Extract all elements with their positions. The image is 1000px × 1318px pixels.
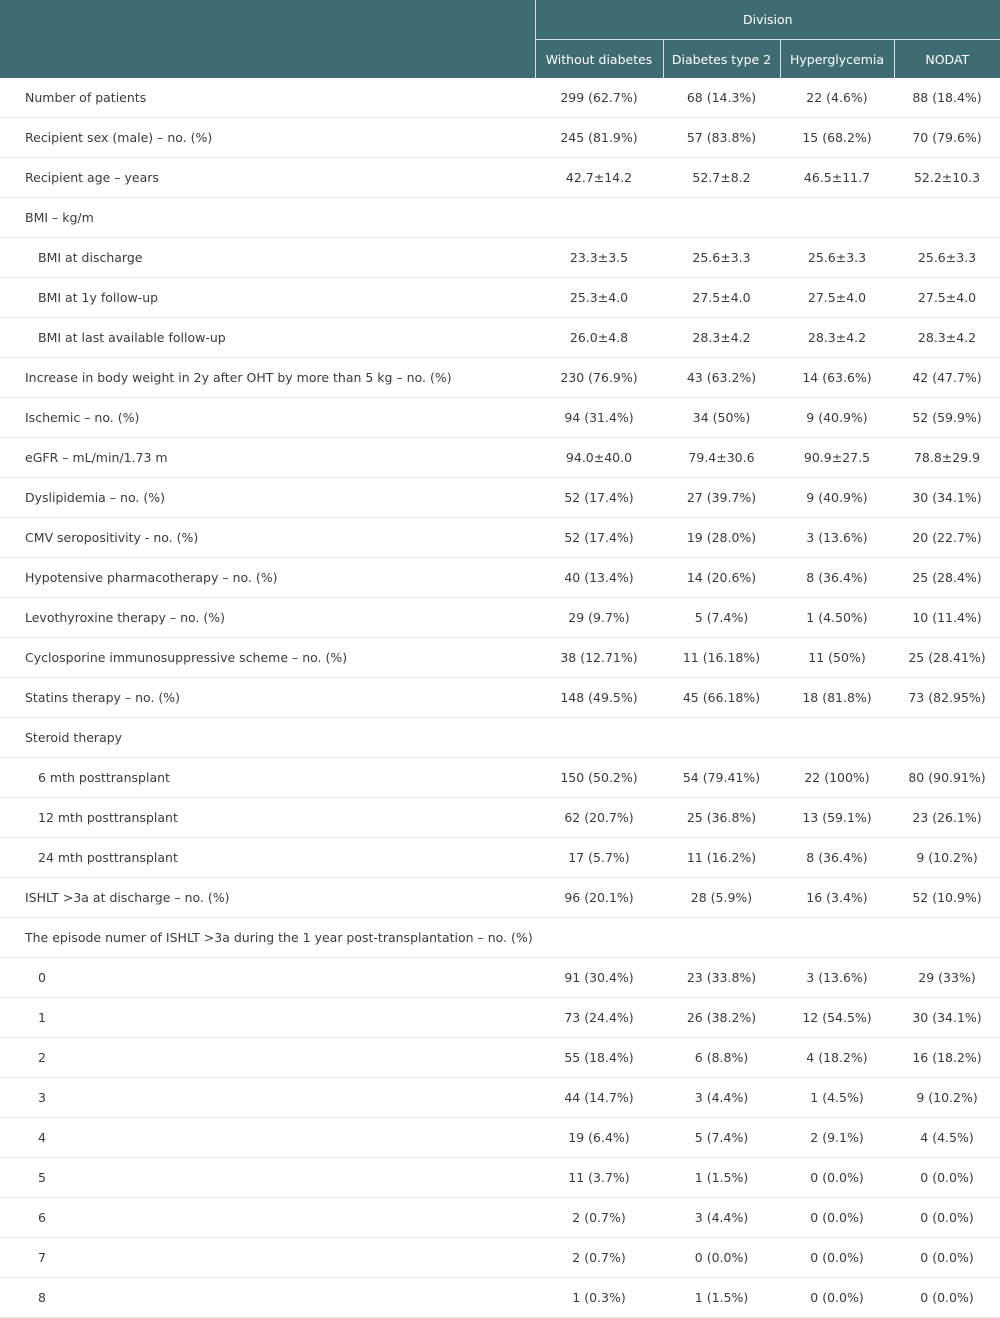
cell-value: 52.2±10.3: [894, 158, 1000, 198]
cell-value: 28 (5.9%): [663, 878, 780, 918]
cell-value: 0 (0.0%): [894, 1278, 1000, 1318]
table-row: [0, 318, 1000, 358]
cell-value: 27.5±4.0: [663, 278, 780, 318]
table-row: [0, 238, 1000, 278]
cell-value: 40 (13.4%): [535, 558, 663, 598]
row-label: Hypotensive pharmacotherapy – no. (%): [0, 558, 535, 598]
row-label: Increase in body weight in 2y after OHT by more than 5 kg – no. (%): [0, 358, 535, 398]
cell-value: 16 (18.2%): [894, 1038, 1000, 1078]
cell-value: [780, 918, 894, 958]
table-row: [0, 598, 1000, 638]
row-label: BMI at last available follow-up: [0, 318, 535, 358]
row-label: Recipient age – years: [0, 158, 535, 198]
cell-value: 42.7±14.2: [535, 158, 663, 198]
cell-value: 30 (34.1%): [894, 478, 1000, 518]
cell-value: 1 (4.5%): [780, 1078, 894, 1118]
table-row: [0, 798, 1000, 838]
table-row: [0, 438, 1000, 478]
cell-value: 5 (7.4%): [663, 598, 780, 638]
cell-value: 25.3±4.0: [535, 278, 663, 318]
table-row: [0, 638, 1000, 678]
cell-value: 29 (33%): [894, 958, 1000, 998]
cell-value: 62 (20.7%): [535, 798, 663, 838]
cell-value: 11 (50%): [780, 638, 894, 678]
cell-value: 68 (14.3%): [663, 78, 780, 118]
table-row: [0, 278, 1000, 318]
cell-value: 25.6±3.3: [780, 238, 894, 278]
cell-value: 4 (4.5%): [894, 1118, 1000, 1158]
table-row: [0, 198, 1000, 238]
row-label: 5: [0, 1158, 535, 1198]
cell-value: 52 (10.9%): [894, 878, 1000, 918]
cell-value: 70 (79.6%): [894, 118, 1000, 158]
table-row: [0, 958, 1000, 998]
cell-value: 73 (24.4%): [535, 998, 663, 1038]
cell-value: 0 (0.0%): [780, 1158, 894, 1198]
cell-value: 1 (4.50%): [780, 598, 894, 638]
cell-value: 46.5±11.7: [780, 158, 894, 198]
table-header: [0, 0, 1000, 78]
column-header-diabetes-type-2: Diabetes type 2: [663, 40, 780, 79]
cell-value: 0 (0.0%): [780, 1198, 894, 1238]
cell-value: 11 (16.2%): [663, 838, 780, 878]
table-body: [0, 78, 1000, 1318]
column-header-nodat: NODAT: [894, 40, 1000, 79]
table-row: [0, 718, 1000, 758]
cell-value: 18 (81.8%): [780, 678, 894, 718]
row-label: ISHLT >3a at discharge – no. (%): [0, 878, 535, 918]
table-row: [0, 1038, 1000, 1078]
cell-value: 80 (90.91%): [894, 758, 1000, 798]
table-row: [0, 838, 1000, 878]
cell-value: 52 (17.4%): [535, 478, 663, 518]
cell-value: [663, 718, 780, 758]
row-label: 6: [0, 1198, 535, 1238]
row-label: Cyclosporine immunosuppressive scheme – no. (%): [0, 638, 535, 678]
cell-value: 6 (8.8%): [663, 1038, 780, 1078]
cell-value: 0 (0.0%): [663, 1238, 780, 1278]
cell-value: 148 (49.5%): [535, 678, 663, 718]
table-row: [0, 518, 1000, 558]
cell-value: 42 (47.7%): [894, 358, 1000, 398]
row-label: BMI at 1y follow-up: [0, 278, 535, 318]
row-label: 3: [0, 1078, 535, 1118]
row-label: 24 mth posttransplant: [0, 838, 535, 878]
cell-value: 3 (4.4%): [663, 1078, 780, 1118]
table-row: [0, 1198, 1000, 1238]
table-row: [0, 118, 1000, 158]
cell-value: 25 (36.8%): [663, 798, 780, 838]
cell-value: 54 (79.41%): [663, 758, 780, 798]
table-row: [0, 998, 1000, 1038]
row-label: Dyslipidemia – no. (%): [0, 478, 535, 518]
cell-value: 1 (0.3%): [535, 1278, 663, 1318]
cell-value: 25.6±3.3: [894, 238, 1000, 278]
cell-value: 90.9±27.5: [780, 438, 894, 478]
cell-value: 45 (66.18%): [663, 678, 780, 718]
row-label: eGFR – mL/min/1.73 m: [0, 438, 535, 478]
row-label: Statins therapy – no. (%): [0, 678, 535, 718]
row-label: CMV seropositivity - no. (%): [0, 518, 535, 558]
cell-value: 27 (39.7%): [663, 478, 780, 518]
cell-value: 299 (62.7%): [535, 78, 663, 118]
cell-value: 30 (34.1%): [894, 998, 1000, 1038]
cell-value: 9 (40.9%): [780, 398, 894, 438]
cell-value: 0 (0.0%): [780, 1278, 894, 1318]
cell-value: 25.6±3.3: [663, 238, 780, 278]
cell-value: 9 (10.2%): [894, 838, 1000, 878]
cell-value: 94 (31.4%): [535, 398, 663, 438]
row-label: 2: [0, 1038, 535, 1078]
row-label: 6 mth posttransplant: [0, 758, 535, 798]
cell-value: 15 (68.2%): [780, 118, 894, 158]
cell-value: 8 (36.4%): [780, 558, 894, 598]
cell-value: 57 (83.8%): [663, 118, 780, 158]
table-row: [0, 558, 1000, 598]
cell-value: 150 (50.2%): [535, 758, 663, 798]
cell-value: 78.8±29.9: [894, 438, 1000, 478]
cell-value: 26 (38.2%): [663, 998, 780, 1038]
table-row: [0, 398, 1000, 438]
row-label: BMI at discharge: [0, 238, 535, 278]
cell-value: 52 (59.9%): [894, 398, 1000, 438]
cell-value: [894, 918, 1000, 958]
cell-value: 14 (63.6%): [780, 358, 894, 398]
cell-value: [663, 198, 780, 238]
table-row: [0, 1118, 1000, 1158]
row-label: The episode numer of ISHLT >3a during the 1 year post-transplantation – no. (%): [0, 918, 535, 958]
row-label: 4: [0, 1118, 535, 1158]
cell-value: [663, 918, 780, 958]
cell-value: 3 (4.4%): [663, 1198, 780, 1238]
cell-value: 28.3±4.2: [894, 318, 1000, 358]
cell-value: [780, 718, 894, 758]
cell-value: 27.5±4.0: [780, 278, 894, 318]
cell-value: 22 (100%): [780, 758, 894, 798]
cell-value: 52.7±8.2: [663, 158, 780, 198]
cell-value: [535, 918, 663, 958]
table-row: [0, 1078, 1000, 1118]
cell-value: 29 (9.7%): [535, 598, 663, 638]
cell-value: 94.0±40.0: [535, 438, 663, 478]
table-row: [0, 878, 1000, 918]
cell-value: [894, 718, 1000, 758]
cell-value: 25 (28.4%): [894, 558, 1000, 598]
cell-value: 3 (13.6%): [780, 958, 894, 998]
header-blank-cell: [0, 0, 535, 78]
table-row: [0, 678, 1000, 718]
cell-value: 230 (76.9%): [535, 358, 663, 398]
cell-value: 1 (1.5%): [663, 1158, 780, 1198]
row-label: Number of patients: [0, 78, 535, 118]
cell-value: 9 (10.2%): [894, 1078, 1000, 1118]
cell-value: [535, 718, 663, 758]
cell-value: 88 (18.4%): [894, 78, 1000, 118]
cell-value: 8 (36.4%): [780, 838, 894, 878]
cell-value: 16 (3.4%): [780, 878, 894, 918]
row-label: Levothyroxine therapy – no. (%): [0, 598, 535, 638]
cell-value: 44 (14.7%): [535, 1078, 663, 1118]
cell-value: 10 (11.4%): [894, 598, 1000, 638]
table-row: [0, 918, 1000, 958]
cell-value: 73 (82.95%): [894, 678, 1000, 718]
cell-value: 11 (16.18%): [663, 638, 780, 678]
table-row: [0, 358, 1000, 398]
cell-value: 55 (18.4%): [535, 1038, 663, 1078]
cell-value: 91 (30.4%): [535, 958, 663, 998]
cell-value: 27.5±4.0: [894, 278, 1000, 318]
table-row: [0, 758, 1000, 798]
cell-value: 28.3±4.2: [780, 318, 894, 358]
cell-value: 19 (6.4%): [535, 1118, 663, 1158]
cell-value: 11 (3.7%): [535, 1158, 663, 1198]
cell-value: 0 (0.0%): [894, 1238, 1000, 1278]
cell-value: [535, 198, 663, 238]
table-row: [0, 78, 1000, 118]
row-label: 12 mth posttransplant: [0, 798, 535, 838]
cell-value: 96 (20.1%): [535, 878, 663, 918]
table-row: [0, 478, 1000, 518]
cell-value: 79.4±30.6: [663, 438, 780, 478]
row-label: 7: [0, 1238, 535, 1278]
cell-value: 52 (17.4%): [535, 518, 663, 558]
cell-value: 34 (50%): [663, 398, 780, 438]
cell-value: 23 (33.8%): [663, 958, 780, 998]
column-header-without-diabetes: Without diabetes: [535, 40, 663, 79]
column-header-hyperglycemia: Hyperglycemia: [780, 40, 894, 79]
cell-value: 38 (12.71%): [535, 638, 663, 678]
cell-value: 1 (1.5%): [663, 1278, 780, 1318]
table-row: [0, 1158, 1000, 1198]
cell-value: 5 (7.4%): [663, 1118, 780, 1158]
cell-value: 2 (0.7%): [535, 1238, 663, 1278]
cell-value: 3 (13.6%): [780, 518, 894, 558]
cell-value: 43 (63.2%): [663, 358, 780, 398]
cell-value: 14 (20.6%): [663, 558, 780, 598]
cell-value: 20 (22.7%): [894, 518, 1000, 558]
division-header: Division: [535, 0, 1000, 40]
cell-value: 25 (28.41%): [894, 638, 1000, 678]
cell-value: 4 (18.2%): [780, 1038, 894, 1078]
row-label: 1: [0, 998, 535, 1038]
cell-value: [894, 198, 1000, 238]
cell-value: 28.3±4.2: [663, 318, 780, 358]
cell-value: 9 (40.9%): [780, 478, 894, 518]
cell-value: 12 (54.5%): [780, 998, 894, 1038]
row-label: 8: [0, 1278, 535, 1318]
cell-value: 0 (0.0%): [780, 1238, 894, 1278]
cell-value: 19 (28.0%): [663, 518, 780, 558]
cell-value: 2 (9.1%): [780, 1118, 894, 1158]
cell-value: 0 (0.0%): [894, 1198, 1000, 1238]
row-label: Steroid therapy: [0, 718, 535, 758]
row-label: Ischemic – no. (%): [0, 398, 535, 438]
table-row: [0, 1278, 1000, 1318]
cell-value: [780, 198, 894, 238]
cell-value: 13 (59.1%): [780, 798, 894, 838]
cell-value: 23.3±3.5: [535, 238, 663, 278]
cell-value: 23 (26.1%): [894, 798, 1000, 838]
cell-value: 245 (81.9%): [535, 118, 663, 158]
cell-value: 0 (0.0%): [894, 1158, 1000, 1198]
row-label: 0: [0, 958, 535, 998]
row-label: BMI – kg/m: [0, 198, 535, 238]
cell-value: 2 (0.7%): [535, 1198, 663, 1238]
cell-value: 22 (4.6%): [780, 78, 894, 118]
cell-value: 26.0±4.8: [535, 318, 663, 358]
cell-value: 17 (5.7%): [535, 838, 663, 878]
table-row: [0, 1238, 1000, 1278]
row-label: Recipient sex (male) – no. (%): [0, 118, 535, 158]
table-row: [0, 158, 1000, 198]
